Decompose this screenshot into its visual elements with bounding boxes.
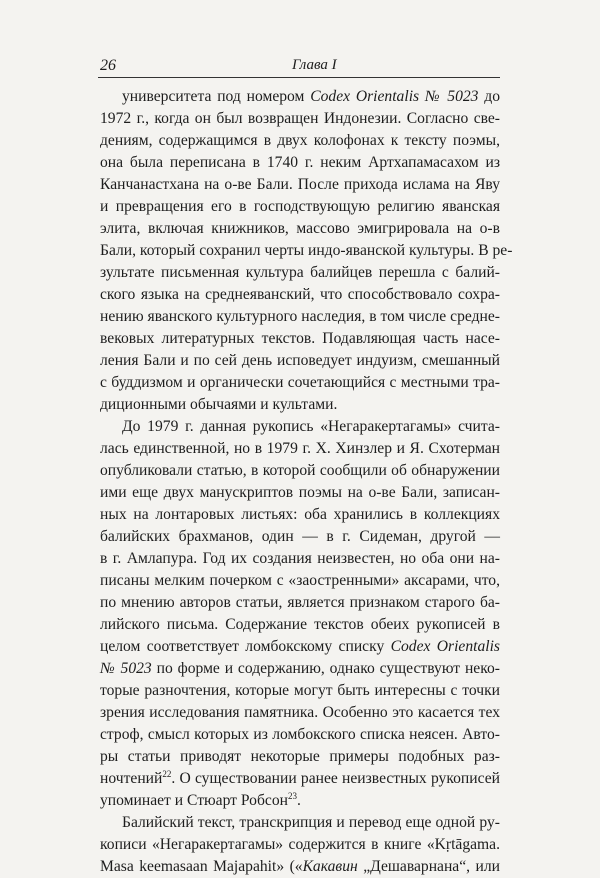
text-line: дениям, содержащимся в двух колофонах к тексту поэмы, [100,132,500,149]
text-line: упоминает и Стюарт Робсон$^{23}$. [100,790,301,809]
text-line: зультате письменная культура балийцев перешла с балий- [100,264,500,281]
text-line: ими еще двух манускриптов поэмы на о-ве Бали, записан- [100,484,500,501]
text-line: и превращения его в господствующую религию яванская [100,198,500,215]
text-line: кописи «Негаракертагамы» содержится в книге «Kṛtāgama. [100,836,500,853]
running-head: Глава I [292,57,337,73]
body-text [100,86,513,878]
page-header [0,0,600,80]
text-line: диционными обычаями и культами. [100,396,338,413]
text-line: вековых литературных текстов. Подавляющая часть насе- [100,330,500,347]
text-line: Канчанастхана на о-ве Бали. После прихода ислама на Яву [100,176,500,193]
text-line: № 5023 по форме и содержанию, однако существуют неко- [100,660,500,677]
text-line: строф, смысл которых из ломбокского списка неясен. Авто- [100,726,500,743]
text-line: ры статьи приводят некоторые примеры подобных раз- [100,748,500,765]
text-line: элита, включая книжников, массово эмигрировала на о-в [100,220,500,237]
text-line: лась единственной, но в 1979 г. Х. Хинзлер и Я. Схотерман [100,440,500,457]
text-line: балийских брахманов, один — в г. Сидеман, другой — [100,528,500,545]
text-line: целом соответствует ломбокскому списку Codex Orientalis [100,638,500,655]
text-line: лийского письма. Содержание текстов обеих рукописей в [100,616,500,633]
footnote-ref: 22 [162,768,172,779]
text-line: в г. Амлапура. Год их создания неизвестен, но оба они на- [100,550,500,567]
text-line: нению яванского культурного наследия, в том числе средне- [100,308,500,325]
text-line: она была переписана в 1740 г. неким Артхапамасахом из [100,154,500,171]
footnote-ref: 23 [287,790,297,801]
text-line: с буддизмом и органически сочетающийся с местными тра- [100,374,500,391]
text-line: ных на лонтаровых листьях: оба хранились в коллекциях [100,506,500,523]
text-line: ночтений$^{22}$. О существовании ранее неизвестных рукописей [100,768,500,787]
text-line: опубликовали статью, в которой сообщили об обнаружении [100,462,500,479]
text-line: Балийский текст, транскрипция и перевод еще одной ру- [122,814,500,831]
text-line: 1972 г., когда он был возвращен Индонезии. Согласно све- [100,110,500,127]
text-line: ления Бали и по сей день исповедует индуизм, смешанный [100,352,500,369]
text-line: университета под номером Codex Orientalis № 5023 до [122,88,500,105]
text-line: Бали, который сохранил черты индо-яванской культуры. В ре- [100,242,513,259]
text-line: по мнению авторов статьи, является признаком старого ба- [100,594,500,611]
text-line: ского языка на среднеяванский, что способствовало сохра- [100,286,500,303]
paragraph [100,812,500,878]
text-line: До 1979 г. данная рукопись «Негаракертагамы» счита- [122,418,500,435]
paragraph [100,86,513,416]
text-line: Masa keemasaan Majapahit» («Какавин „Дешаварнана“, или [100,858,500,875]
text-line: зрения исследования памятника. Особенно это касается тех [100,704,500,721]
text-line: писаны мелким почерком с «заостренными» аксарами, что, [100,572,500,589]
text-line: торые разночтения, которые могут быть интересны с точки [100,682,500,699]
header-rule [98,77,500,78]
page-number: 26 [100,57,116,74]
paragraph [100,416,500,812]
